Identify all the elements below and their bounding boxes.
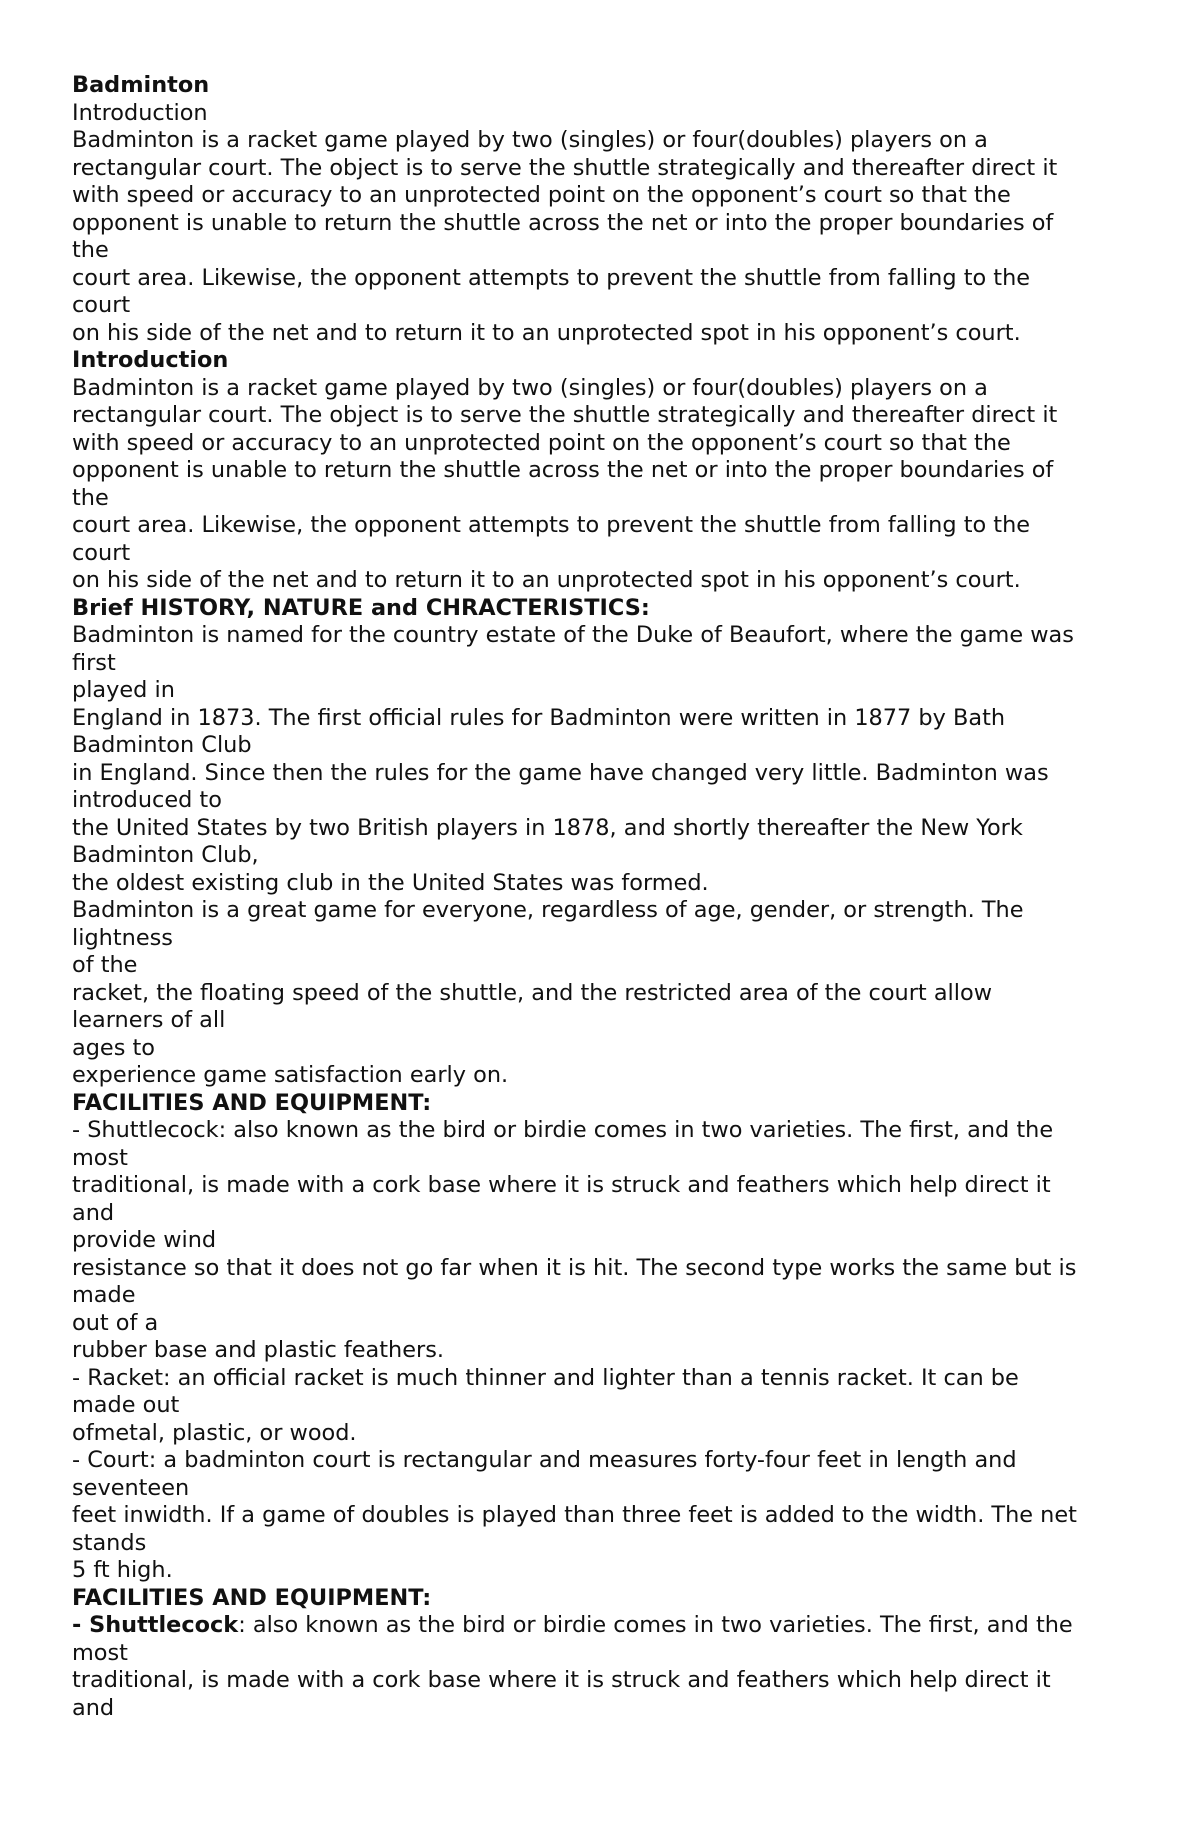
text-line: stands bbox=[72, 1529, 147, 1556]
text-line: rectangular court. The object is to serve the shuttle strategically and thereafter direct it bbox=[72, 402, 1058, 428]
text-line: court area. Likewise, the opponent attempts to prevent the shuttle from falling to the bbox=[72, 264, 1031, 291]
text-line: with speed or accuracy to an unprotected point on the opponent’s court so that the bbox=[72, 429, 1011, 456]
text-line: introduced to bbox=[72, 787, 222, 813]
text-line: seventeen bbox=[72, 1474, 190, 1501]
text-line: learners of all bbox=[72, 1007, 226, 1033]
text-line: Badminton is a racket game played by two (singles) or four(doubles) players on a bbox=[72, 374, 988, 401]
text-line: experience game satisfaction early on. bbox=[72, 1062, 509, 1088]
text-line: lightness bbox=[72, 924, 173, 951]
history-paragraph bbox=[72, 622, 1172, 1090]
text-line: racket, the floating speed of the shuttle, and the restricted area of the court allow bbox=[72, 979, 993, 1006]
history-heading: Brief HISTORY, NATURE and CHRACTERISTICS: bbox=[72, 594, 650, 621]
text-line: - Court: a badminton court is rectangular and measures forty-four feet in length and bbox=[72, 1447, 1017, 1473]
text-line: traditional, is made with a cork base where it is struck and feathers which help direct it bbox=[72, 1667, 1051, 1693]
text-line: resistance so that it does not go far when it is hit. The second type works the same but is bbox=[72, 1254, 1077, 1281]
facilities2-heading: FACILITIES AND EQUIPMENT: bbox=[72, 1584, 432, 1611]
document-page bbox=[72, 72, 1172, 1722]
facilities1-heading: FACILITIES AND EQUIPMENT: bbox=[72, 1089, 432, 1116]
text-line: the bbox=[72, 237, 109, 263]
text-line: opponent is unable to return the shuttle across the net or into the proper boundaries of bbox=[72, 209, 1054, 236]
text-line: the oldest existing club in the United States was formed. bbox=[72, 869, 709, 896]
text-line: the bbox=[72, 484, 109, 511]
facilities2-shuttlecock-term: Shuttlecock bbox=[89, 1612, 239, 1638]
intro1-heading: Introduction bbox=[72, 99, 208, 126]
text-line: most bbox=[72, 1639, 128, 1666]
text-line: in England. Since then the rules for the game have changed very little. Badminton was bbox=[72, 759, 1049, 786]
text-line: with speed or accuracy to an unprotected point on the opponent’s court so that the bbox=[72, 182, 1011, 208]
text-line: court bbox=[72, 292, 131, 318]
text-line: and bbox=[72, 1694, 115, 1721]
text-line: opponent is unable to return the shuttle across the net or into the proper boundaries of bbox=[72, 457, 1054, 483]
text-line: - Shuttlecock: also known as the bird or birdie comes in two varieties. The first, and the bbox=[72, 1117, 1054, 1143]
text-line: feet inwidth. If a game of doubles is played than three feet is added to the width. The net bbox=[72, 1502, 1077, 1528]
text-line: ofmetal, plastic, or wood. bbox=[72, 1419, 357, 1446]
text-line: on his side of the net and to return it to an unprotected spot in his opponent’s court. bbox=[72, 319, 1021, 346]
text-line: Badminton is a great game for everyone, regardless of age, gender, or strength. The bbox=[72, 897, 1024, 923]
facilities2-list bbox=[72, 1640, 1172, 1723]
text-line: court bbox=[72, 539, 131, 566]
text-line: Badminton is a racket game played by two (singles) or four(doubles) players on a bbox=[72, 127, 988, 153]
intro2-paragraph bbox=[72, 375, 1172, 595]
text-line: the United States by two British players in 1878, and shortly thereafter the New York bbox=[72, 814, 1023, 841]
facilities2-first-rest: : also known as the bird or birdie comes in two varieties. The first, and the bbox=[238, 1612, 1073, 1638]
text-line: of the bbox=[72, 952, 138, 978]
text-line: made bbox=[72, 1282, 136, 1308]
text-line: Badminton Club bbox=[72, 732, 252, 758]
text-line: rubber base and plastic feathers. bbox=[72, 1337, 445, 1363]
document-title: Badminton bbox=[72, 72, 210, 98]
text-line: and bbox=[72, 1199, 115, 1226]
text-line: traditional, is made with a cork base where it is struck and feathers which help direct it bbox=[72, 1172, 1051, 1198]
text-line: out of a bbox=[72, 1309, 159, 1336]
facilities2-first-prefix: - bbox=[72, 1612, 90, 1638]
text-line: rectangular court. The object is to serve the shuttle strategically and thereafter direct it bbox=[72, 154, 1058, 181]
text-line: provide wind bbox=[72, 1227, 217, 1253]
text-line: court area. Likewise, the opponent attempts to prevent the shuttle from falling to the bbox=[72, 512, 1031, 538]
text-line: - Racket: an official racket is much thinner and lighter than a tennis racket. It can be bbox=[72, 1364, 1019, 1391]
text-line: first bbox=[72, 649, 116, 676]
intro1-paragraph bbox=[72, 127, 1172, 347]
facilities1-list bbox=[72, 1117, 1172, 1585]
facilities2-first-line bbox=[72, 1612, 1172, 1640]
text-line: Badminton Club, bbox=[72, 842, 259, 868]
text-line: most bbox=[72, 1144, 128, 1171]
text-line: played in bbox=[72, 677, 175, 703]
intro2-heading: Introduction bbox=[72, 347, 229, 373]
text-line: on his side of the net and to return it to an unprotected spot in his opponent’s court. bbox=[72, 567, 1021, 593]
text-line: ages to bbox=[72, 1034, 155, 1061]
text-line: England in 1873. The first official rules for Badminton were written in 1877 by Bath bbox=[72, 704, 1006, 731]
text-line: Badminton is named for the country estate of the Duke of Beaufort, where the game was bbox=[72, 622, 1074, 648]
text-line: made out bbox=[72, 1392, 180, 1418]
text-line: 5 ft high. bbox=[72, 1557, 173, 1583]
